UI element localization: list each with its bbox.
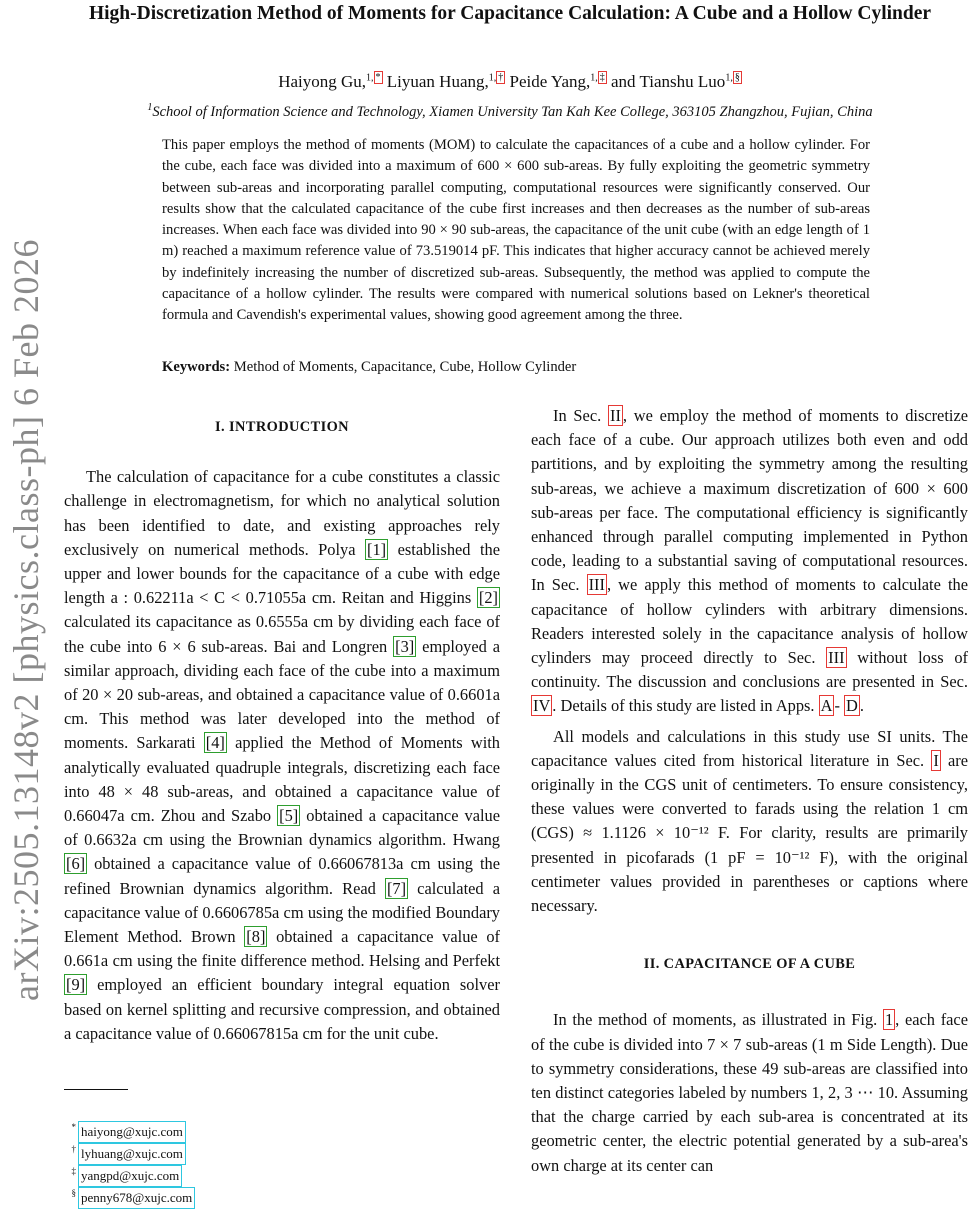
overview-paragraph: In Sec. II , we employ the method of moments to discretize each face of a cube. Our approach utilizes both even and odd partitions, and by exploiting the symmetry among the resulting sub-areas, we achieve a maximum discretization of 600 × 600 sub-areas per face. The computational efficiency is significantly enhanced through parallel computing implemented in Python code, leading to a substantial saving of computational resources. In Sec. III , we apply this method of moments to calculate the capacitance of hollow cylinders with arbitrary dimensions. Readers interested solely in the capacitance analysis of hollow cylinders may proceed directly to Sec. III without loss of continuity. The discussion and conclusions are presented in Sec. IV . Details of this study are listed in Apps. A - D .	[531, 406, 969, 716]
footnote-divider	[64, 1089, 128, 1090]
left-column	[64, 415, 500, 1046]
section-link[interactable]: I	[933, 750, 939, 770]
author-name: and Tianshu Luo	[611, 72, 726, 91]
email-link[interactable]: penny678@xujc.com	[78, 1187, 195, 1209]
footnote-link[interactable]: *	[375, 72, 381, 84]
right-column	[531, 404, 968, 1178]
section-link[interactable]: IV	[533, 696, 551, 716]
citation-link[interactable]: [3]	[395, 636, 415, 656]
cube-paragraph: In the method of moments, as illustrated in Fig. 1 , each face of the cube is divided into 7 × 7 sub-areas (1 m Side Length). Due to symmetry considerations, these 49 sub-areas are classified into ten distinct categories labeled by numbers 1, 2, 3 ⋯ 10. Assuming that the charge carried by each sub-area is concentrated at its geometric center, the electric potential generated by a sub-area's own charge at its center can	[531, 1010, 968, 1175]
author-name: Haiyong Gu,	[278, 72, 367, 91]
citation-link[interactable]: [4]	[205, 733, 225, 753]
arxiv-sidebar	[2, 40, 50, 1200]
citation-link[interactable]: [1]	[367, 539, 387, 559]
email-link[interactable]: haiyong@xujc.com	[78, 1121, 186, 1143]
keywords-text: Method of Moments, Capacitance, Cube, Hollow Cylinder	[233, 359, 577, 375]
section-link[interactable]: III	[828, 648, 845, 668]
footnote-link[interactable]: §	[734, 72, 740, 84]
citation-link[interactable]: [6]	[66, 854, 86, 874]
units-paragraph: All models and calculations in this study use SI units. The capacitance values cited from historical literature in Sec. I are originally in the CGS unit of centimeters. To ensure consistency, these values were converted to farads using the relation 1 cm (CGS) ≈ 1.1126 × 10⁻¹² F. For clarity, results are primarily presented in picofarads (1 pF = 10⁻¹² F), with the original centimeter values provided in parentheses or captions where necessary.	[531, 726, 968, 916]
intro-paragraph: The calculation of capacitance for a cube constitutes a classic challenge in electromagnetism, for which no analytical solution has been identified to date, and existing approaches rely exclusively on numerical methods. Polya [1] established the upper and lower bounds for the capacitance of a cube with edge length a : 0.62211a < C < 0.71055a cm. Reitan and Higgins [2] calculated its capacitance as 0.6555a cm by dividing each face of the cube into 6 × 6 sub-areas. Bai and Longren [3] employed a similar approach, dividing each face of the cube into a maximum of 20 × 20 sub-areas, and obtained a capacitance value of 0.6601a cm. This method was later developed into the method of moments. Sarkarati [4] applied the Method of Moments with analytically evaluated quadruple integrals, discretizing each face into 48 × 48 sub-areas, and obtained a capacitance value of 0.66047a cm. Zhou and Szabo [5] obtained a capacitance value of 0.6632a cm using the Brownian dynamics algorithm. Hwang [6] obtained a capacitance value of 0.66067813a cm using the refined Brownian dynamics algorithm. Read [7] calculated a capacitance value of 0.6606785a cm using the modified Boundary Element Method. Brown [8] obtained a capacitance value of 0.661a cm using the finite difference method. Helsing and Perfekt [9] employed an efficient boundary integral equation solver based on kernel splitting and recursive compression, and obtained a capacitance value of 0.66067815a cm for the unit cube.	[64, 467, 500, 1043]
abstract: This paper employs the method of moments (MOM) to calculate the capacitances of a cube and a hollow cylinder. For the cube, each face was divided into a maximum of 600 × 600 sub-areas. By fully exploiting the geometric symmetry between sub-areas and incorporating parallel computing, computational resources were significantly conserved. Our results show that the calculated capacitance of the cube first increases and then decreases as the number of sub-areas increases. When each face was divided into 90 × 90 sub-areas, the capacitance of the unit cube (with an edge length of 1 m) reached a maximum reference value of 73.519014 pF. This indicates that higher accuracy cannot be achieved merely by indefinitely increasing the number of discretized sub-areas. Subsequently, the method was applied to compute the capacitance of a hollow cylinder. The results were compared with numerical solutions based on Lekner's theoretical formula and Cavendish's experimental values, showing good agreement among the three.	[162, 137, 870, 324]
footnote: † lyhuang@xujc.com	[64, 1143, 364, 1165]
author-name: Liyuan Huang,	[386, 72, 489, 91]
email-link[interactable]: lyhuang@xujc.com	[78, 1143, 186, 1165]
section-link[interactable]: II	[609, 406, 621, 425]
footnote-link[interactable]: †	[498, 72, 504, 84]
keywords-label: Keywords:	[162, 359, 231, 375]
section-heading-cube: II. CAPACITANCE OF A CUBE	[643, 956, 856, 973]
arxiv-identifier: arXiv:2505.13148v2 [physics.class-ph] 6 Feb 2026	[6, 239, 46, 1001]
author-name: Peide Yang,	[509, 72, 591, 91]
citation-link[interactable]: [8]	[246, 927, 266, 947]
appendix-link[interactable]: A	[820, 696, 833, 716]
citation-link[interactable]: [2]	[478, 588, 498, 608]
section-heading-introduction: I. INTRODUCTION	[215, 419, 349, 435]
appendix-link[interactable]: D	[846, 696, 858, 716]
footnote: ‡ yangpd@xujc.com	[64, 1165, 364, 1187]
affiliation: $^1$School of Information Science and Technology, Xiamen University Tan Kah Kee College, 363105 Zhangzhou, Fujian, China	[147, 102, 873, 120]
keywords	[162, 356, 870, 378]
figure-link[interactable]: 1	[884, 1010, 894, 1030]
footnote: * haiyong@xujc.com	[64, 1121, 364, 1143]
citation-link[interactable]: [9]	[66, 975, 86, 995]
citation-link[interactable]: [5]	[279, 806, 299, 826]
footnote-link[interactable]: ‡	[599, 72, 605, 84]
email-link[interactable]: yangpd@xujc.com	[78, 1165, 182, 1187]
citation-link[interactable]: [7]	[386, 878, 407, 898]
paper-title: High-Discretization Method of Moments for Capacitance Calculation: A Cube and a Hollow Cylinder	[88, 3, 932, 24]
section-link[interactable]: III	[588, 575, 605, 595]
author-list: Haiyong Gu,$^{1,}$ * Liyuan Huang,$^{1,}$ † Peide Yang,$^{1,}$ ‡ and Tianshu Luo$^{1,}$ §	[278, 72, 740, 91]
footnotes	[64, 1121, 364, 1209]
footnote: § penny678@xujc.com	[64, 1187, 364, 1209]
